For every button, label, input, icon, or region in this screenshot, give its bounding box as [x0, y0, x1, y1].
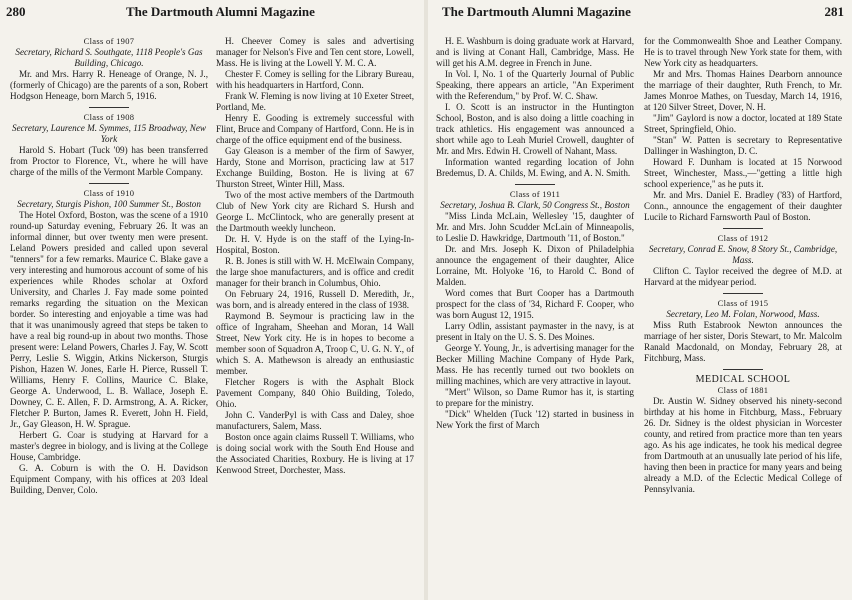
section-divider [515, 184, 555, 185]
text-column [10, 36, 208, 496]
class-heading: Class of 1915 [717, 298, 769, 308]
paragraph: Frank W. Fleming is now living at 10 Exeter Street, Portland, Me. [216, 91, 414, 112]
paragraph: "Jim" Gaylord is now a doctor, located at 189 State Street, Springfield, Ohio. [644, 113, 842, 134]
paragraph: Boston once again claims Russell T. Williams, who is doing social work with the South End House and the Associated Charities, Roxbury. He is living at 17 Kenwood Street, Dorchester, Mass. [216, 432, 414, 475]
paragraph: Chester F. Comey is selling for the Library Bureau, with his headquarters in Hartford, Conn. [216, 69, 414, 90]
page-number: 280 [6, 4, 26, 19]
paragraph: Mr. and Mrs. Harry R. Heneage of Orange, N. J., (formerly of Chicago) are the parents of a son, Robert Hodgson Heneage, born March 5, 1916. [10, 69, 208, 101]
text-column [436, 36, 634, 431]
running-header: The Dartmouth Alumni Magazine [126, 4, 315, 19]
paragraph: Herbert G. Coar is studying at Harvard for a master's degree in biology, and is living at the College House, Cambridge. [10, 430, 208, 462]
left-page [0, 0, 424, 600]
class-heading: Class of 1911 [509, 189, 561, 199]
secretary-line: Secretary, Sturgis Pishon, 100 Summer St., Boston [17, 199, 201, 209]
text-column [216, 36, 414, 476]
secretary-line: Secretary, Richard S. Southgate, 1118 People's Gas Building, Chicago. [15, 47, 203, 68]
section-divider [89, 183, 129, 184]
paragraph: In Vol. I, No. 1 of the Quarterly Journal of Public Speaking, there appears an article, "An Experiment with the Referendum," by Prof. W. C. Shaw. [436, 69, 634, 101]
class-heading: Class of 1910 [83, 188, 135, 198]
secretary-line: Secretary, Laurence M. Symmes, 115 Broadway, New York [12, 123, 206, 144]
paragraph: Mr. and Mrs. Daniel E. Bradley ('83) of Hartford, Conn., announce the engagement of their daughter Lucile to Richard Farnsworth Paul of Boston. [644, 190, 842, 222]
paragraph: Raymond B. Seymour is practicing law in the office of Ingraham, Sheehan and Moran, 14 Wall Street, New York city. He is in hopes to become a member soon of Squadron A, Troop C, U. G. N. Y., of which S. A. Mathewson is already an enthusiastic member. [216, 311, 414, 376]
paragraph: Dr. Austin W. Sidney observed his ninety-second birthday at his home in Fitchburg, Mass., February 26. Dr. Sidney is the oldest physician in Worcester county, and retired from practice more than ten years ago. As his age indicates, he took his medical degree from Dartmouth at an unusually late period of his life, having then been in practice for many years and being already a M.D. of the Eclectic Medical College of Pennsylvania. [644, 396, 842, 494]
paragraph: Larry Odlin, assistant paymaster in the navy, is at present in Italy on the U. S. S. Des Moines. [436, 321, 634, 342]
class-heading: Class of 1912 [717, 233, 769, 243]
paragraph: R. B. Jones is still with W. H. McElwain Company, the large shoe manufacturers, and is office and credit manager for their branch in Columbus, Ohio. [216, 256, 414, 288]
paragraph: Information wanted regarding location of John Bredemus, D. A. Childs, M. Ewing, and A. N. Smith. [436, 157, 634, 178]
right-page [428, 0, 852, 600]
paragraph: "Mert" Wilson, so Dame Rumor has it, is starting to prepare for the ministry. [436, 387, 634, 408]
paragraph: "Dick" Whelden (Tuck '12) started in business in New York the first of March [436, 409, 634, 430]
paragraph: Clifton C. Taylor received the degree of M.D. at Harvard at the midyear period. [644, 266, 842, 287]
paragraph: Two of the most active members of the Dartmouth Club of New York city are Richard S. Hursh and George L. McClintock, who are generally present at the Dartmouth weekly luncheon. [216, 190, 414, 233]
paragraph: Harold S. Hobart (Tuck '09) has been transferred from Proctor to Florence, Vt., where he will have charge of the mills of the Vermont Marble Company. [10, 145, 208, 177]
paragraph: George Y. Young, Jr., is advertising manager for the Becker Milling Machine Company of Hyde Park, Mass. He has recently turned out two booklets on milling machines, which are very attractive in layout. [436, 343, 634, 386]
paragraph: Miss Ruth Estabrook Newton announces the marriage of her sister, Doris Stewart, to Mr. Malcolm Ranald Macdonald, on Monday, February 28, at Fitchburg, Mass. [644, 320, 842, 363]
section-divider [89, 107, 129, 108]
paragraph: John C. VanderPyl is with Cass and Daley, shoe manufacturers, Salem, Mass. [216, 410, 414, 431]
paragraph: Dr. H. V. Hyde is on the staff of the Lying-In-Hospital, Boston. [216, 234, 414, 255]
section-divider [723, 369, 763, 370]
paragraph: The Hotel Oxford, Boston, was the scene of a 1910 round-up Saturday evening, February 26. It was an informal dinner, but over twenty men were present. Leland Powers presided and called upon several "tenners" for a few remarks. Maurice C. Blake gave a very interesting and humorous account of some of his experiences while Rhodes scholar at Oxford University, and Charles J. Fay made some pointed remarks regarding the situation on the Mexican border. So interesting and enjoyable a time was had that it was unanimously agreed that steps be taken to have a real big round-up in about two months. Those present were: Leland Powers, Charles J. Fay, W. Scott Perry, Leslie S. Wiggin, Atkins Nickerson, Sturgis Pishon, Hazen W. Jones, Earle H. Pierce, Russell T. Williams, Henry F. Collins, Maurice C. Blake, George A. Underwood, L. B. Wallace, Joseph E. Downey, C. E. Allen, F. D. Armstrong, A. A. Ricker, Fletcher P. Burton, James R. Everett, John H. Field, Jr., Gay Gleason, H. W. Sprague. [10, 210, 208, 429]
paragraph: Henry E. Gooding is extremely successful with Flint, Bruce and Company of Hartford, Conn. He is in charge of the office equipment end of the business. [216, 113, 414, 145]
paragraph: "Miss Linda McLain, Wellesley '15, daughter of Mr. and Mrs. John Scudder McLain of Minneapolis, to Leslie D. Hawkridge, Dartmouth '11, of Boston." [436, 211, 634, 243]
section-divider [723, 228, 763, 229]
paragraph: Howard F. Dunham is located at 15 Norwood Street, Winchester, Mass.,—"getting a little high school experience," as he puts it. [644, 157, 842, 189]
paragraph: I. O. Scott is an instructor in the Huntington School, Boston, and is also doing a little coaching in track athletics. His engagement was announced a short while ago to Leah Muriel Crowell, daughter of Mr. and Mrs. Edwin H. Crowell of Nahant, Mass. [436, 102, 634, 156]
paragraph: Fletcher Rogers is with the Asphalt Block Pavement Company, 840 Ohio Building, Toledo, Ohio. [216, 377, 414, 409]
paragraph: for the Commonwealth Shoe and Leather Company. He is to travel through New York state for them, with New York city as headquarters. [644, 36, 842, 68]
paragraph: Word comes that Burt Cooper has a Dartmouth prospect for the class of '34, Richard F. Cooper, who was born August 12, 1915. [436, 288, 634, 320]
secretary-line: Secretary, Conrad E. Snow, 8 Story St., Cambridge, Mass. [648, 244, 838, 265]
secretary-line: Secretary, Joshua B. Clark, 50 Congress St., Boston [440, 200, 630, 210]
paragraph: On February 24, 1916, Russell D. Meredith, Jr., was born, and is already entered in the class of 1938. [216, 289, 414, 310]
class-heading: Class of 1881 [717, 385, 769, 395]
paragraph: Dr. and Mrs. Joseph K. Dixon of Philadelphia announce the engagement of their daughter, Alice Lorraine, Mt. Holyoke '16, to Harold C. Bond of Malden. [436, 244, 634, 287]
class-heading: Class of 1908 [83, 112, 135, 122]
text-column [644, 36, 842, 495]
paragraph: Mr and Mrs. Thomas Haines Dearborn announce the marriage of their daughter, Ruth French, to Mr. James Monroe Mathes, on Tuesday, March 14, 1916, at 120 Silver Street, Dover, N. H. [644, 69, 842, 112]
paragraph: "Stan" W. Patten is secretary to Representative Dallinger in Washington, D. C. [644, 135, 842, 156]
paragraph: G. A. Coburn is with the O. H. Davidson Equipment Company, with his offices at 203 Ideal Building, Denver, Colo. [10, 463, 208, 495]
paragraph: H. Cheever Comey is sales and advertising manager for Nelson's Five and Ten cent store, Lowell, Mass. He is living at the Lowell Y. M. C. A. [216, 36, 414, 68]
page-number: 281 [824, 4, 844, 19]
paragraph: Gay Gleason is a member of the firm of Sawyer, Hardy, Stone and Morrison, practicing law at 517 Exchange Building, Boston. He is living at 67 Thurston Street, Winter Hill, Mass. [216, 146, 414, 189]
section-divider [723, 293, 763, 294]
section-heading: MEDICAL SCHOOL [695, 374, 791, 385]
running-header: The Dartmouth Alumni Magazine [442, 4, 631, 19]
secretary-line: Secretary, Leo M. Folan, Norwood, Mass. [666, 309, 820, 319]
class-heading: Class of 1907 [83, 36, 135, 46]
paragraph: H. E. Washburn is doing graduate work at Harvard, and is living at Conant Hall, Cambridge, Mass. He will get his A.M. degree in French in June. [436, 36, 634, 68]
